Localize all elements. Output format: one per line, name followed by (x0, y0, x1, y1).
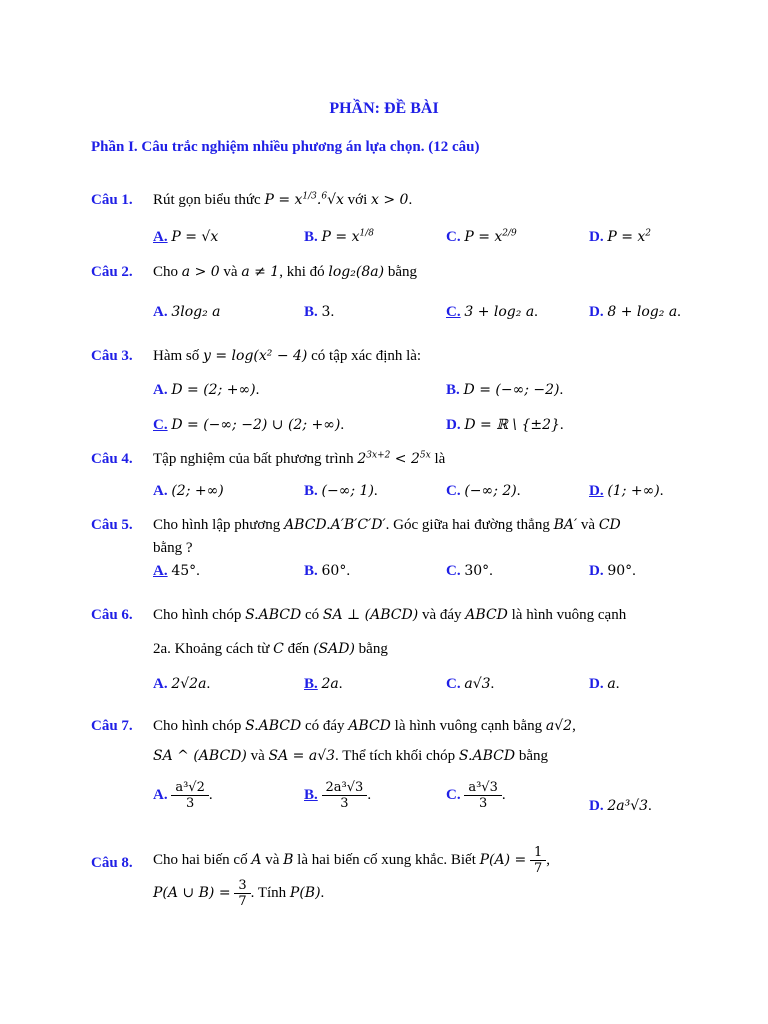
math-expression: $P = x^{1/3}.^6√x$ (264, 191, 344, 208)
option[interactable]: C. (−∞; 2). (446, 483, 521, 499)
question-prompt-continued: 2a. Khoảng cách từ C đến (SAD) bằng (153, 641, 388, 657)
option[interactable]: D. D = ℝ \ {±2}. (446, 417, 564, 433)
math-expression: $2^{3x+2} < 2^{5x}$ (357, 450, 431, 467)
option[interactable]: A. 2√2a. (153, 676, 211, 692)
option[interactable]: C. $\frac{\text{a³√3}}{3}$ . (446, 780, 506, 811)
question-label: Câu 5. (91, 517, 133, 533)
option[interactable]: A. D = (2; +∞). (153, 382, 260, 398)
option[interactable]: C. D = (−∞; −2) ∪ (2; +∞). (153, 417, 345, 433)
question-label: Câu 4. (91, 451, 133, 467)
option[interactable]: C. 3 + log₂ a. (446, 304, 538, 320)
question-prompt: Rút gọn biểu thức $P = x^{1/3}.^6√x$ với x > 0. (153, 191, 413, 208)
option[interactable]: D. a. (589, 676, 620, 692)
option[interactable]: D. (1; +∞). (589, 483, 664, 499)
option[interactable]: A. $\frac{\text{a³√2}}{3}$ . (153, 780, 213, 811)
page-title: PHẦN: ĐỀ BÀI (329, 100, 439, 117)
option[interactable]: B. $P = x^{1/8}$ (304, 228, 374, 245)
question-label: Câu 8. (91, 855, 133, 871)
option[interactable]: B. 3. (304, 304, 335, 320)
option[interactable]: A. P = √x (153, 229, 219, 245)
question-label: Câu 2. (91, 264, 133, 280)
question-prompt: Cho hai biến cố A và B là hai biến cố xung khắc. Biết P(A) = $\frac{1}{7}$ , (153, 845, 551, 876)
question-prompt-continued: bằng ? (153, 540, 193, 556)
option[interactable]: C. 30°. (446, 563, 493, 579)
option[interactable]: A. 45°. (153, 563, 200, 579)
option[interactable]: C. a√3. (446, 676, 495, 692)
option[interactable]: C. $P = x^{2/9}$ (446, 228, 517, 245)
fraction: $\frac{1}{7}$ (530, 845, 546, 876)
option[interactable]: B. (−∞; 1). (304, 483, 378, 499)
option[interactable]: A. 3log₂ a (153, 304, 221, 320)
option[interactable]: D. 90°. (589, 563, 636, 579)
section-heading: Phần I. Câu trắc nghiệm nhiều phương án lựa chọn. (12 câu) (91, 139, 480, 155)
question-prompt: Cho hình lập phương ABCD.A′B′C′D′. Góc giữa hai đường thẳng BA′ và CD (153, 517, 621, 533)
option[interactable]: D. 8 + log₂ a. (589, 304, 681, 320)
question-prompt: Tập nghiệm của bất phương trình $2^{3x+2} < 2^{5x}$ là (153, 450, 446, 467)
question-prompt: Cho a > 0 và a ≠ 1, khi đó log₂(8a) bằng (153, 264, 417, 280)
option[interactable]: D. $P = x^2$ (589, 228, 652, 245)
option[interactable]: A. (2; +∞) (153, 483, 224, 499)
fraction: $\frac{\text{a³√3}}{3}$ (464, 780, 502, 811)
fraction: $\frac{3}{7}$ (234, 878, 250, 909)
question-label: Câu 3. (91, 348, 133, 364)
option[interactable]: B. $\frac{\text{2a³√3}}{3}$ . (304, 780, 372, 811)
question-label: Câu 1. (91, 192, 133, 208)
fraction: $\frac{\text{a³√2}}{3}$ (171, 780, 209, 811)
option[interactable]: B. D = (−∞; −2). (446, 382, 564, 398)
question-prompt-continued: SA ^ (ABCD) và SA = a√3. Thể tích khối chóp S.ABCD bằng (153, 748, 548, 764)
question-label: Câu 7. (91, 718, 133, 734)
fraction: $\frac{\text{2a³√3}}{3}$ (322, 780, 368, 811)
option[interactable]: D. 2a³√3. (589, 798, 652, 814)
question-label: Câu 6. (91, 607, 133, 623)
question-prompt-continued: P(A ∪ B) = $\frac{3}{7}$ . Tính P(B). (153, 878, 325, 909)
question-prompt: Cho hình chóp S.ABCD có SA ⊥ (ABCD) và đáy ABCD là hình vuông cạnh (153, 607, 627, 623)
option[interactable]: B. 60°. (304, 563, 351, 579)
question-prompt: Cho hình chóp S.ABCD có đáy ABCD là hình vuông cạnh bằng a√2, (153, 718, 576, 734)
option[interactable]: B. 2a. (304, 676, 343, 692)
question-prompt: Hàm số y = log(x² − 4) có tập xác định là: (153, 348, 422, 364)
